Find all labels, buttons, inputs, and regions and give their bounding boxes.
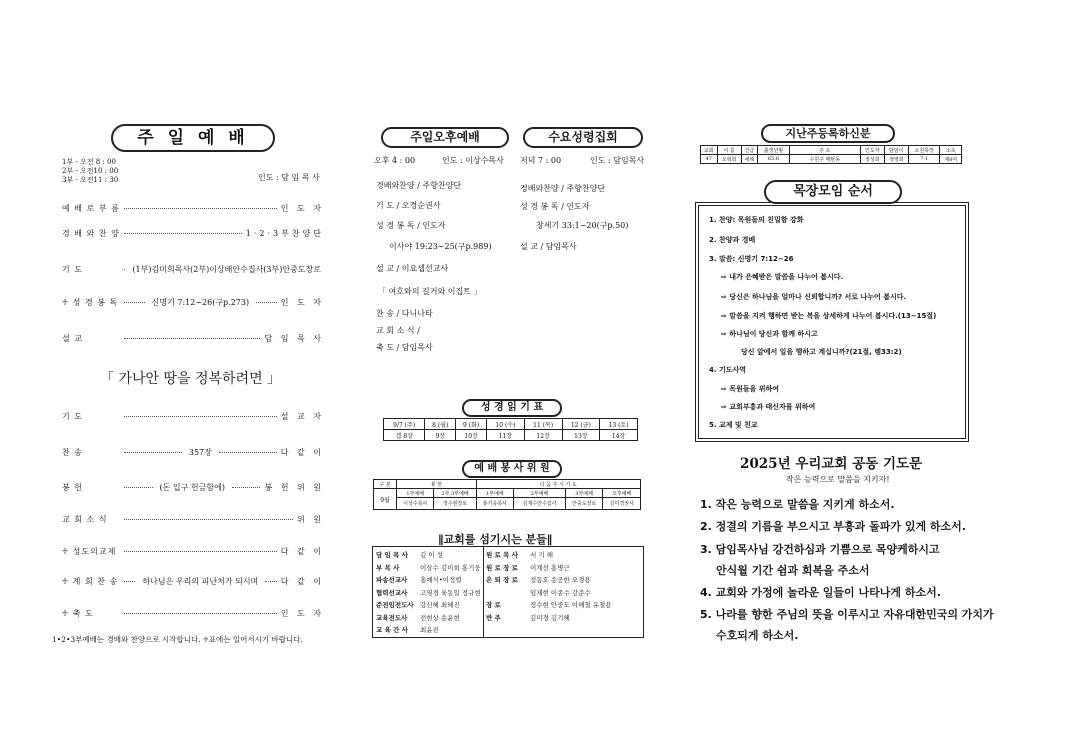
order-item [62,411,324,422]
servant-names: 김미경 김기혜 [530,613,570,622]
wednesday-line: 설 교 / 담임목사 [520,242,577,251]
last-week-row [701,155,962,164]
servant-row [486,563,570,572]
afternoon-line: 기 도 / 오경순권사 [376,201,441,210]
leader-dots [256,302,277,303]
cell-group-title: 목장모임 순서 [764,180,902,204]
order-item-person: 인 도 자 [280,204,324,213]
sunday-service-title: 주 일 예 배 [111,124,275,152]
servant-row [486,588,591,597]
order-item-person: 인 도 자 [280,298,325,307]
cell-group-item: ⇨ 목원들을 위하여 [721,385,780,393]
committee-subheader: 1부예배 [476,489,513,498]
servant-names: 이계선 홍병근 [530,563,570,572]
servant-names: 정수현 안중도 이해철 유철용 [530,601,612,609]
last-week-header: 출생년월 [758,146,790,155]
leader-dots [232,487,261,488]
wednesday-time: 저녁 7 : 00 [520,156,562,165]
afternoon-line: 축 도 / 담임목사 [376,343,433,352]
leader-dots [124,416,277,417]
servant-role: 원 로 목 사 [486,551,518,559]
cell-group-item: 당신 앞에서 일을 행하고 계십니까?(21절, 렘33:2) [741,348,902,356]
committee-name: 김재수안수집사 [514,498,566,510]
afternoon-line: 교 회 소 식 / [376,326,420,335]
last-week-header-row [701,146,962,155]
committee-name: 홍기웅목사 [476,498,513,510]
servant-names: 강신혜 최혜진 [420,601,460,609]
service-times [62,158,118,185]
order-item-person: 설 교 자 [280,412,324,421]
last-week-table [700,145,962,164]
order-item-detail: (돈 입구 헌금함에) [159,483,225,492]
reading-day: 9 (화) [456,419,487,430]
leader-dots [124,233,242,234]
last-week-cell: 정성희 [860,155,884,164]
servant-names: 정동호 송공한 오경용 [530,576,591,584]
committee-col-prayer: 다 음 주 식 기 도 [476,480,640,489]
order-item-label: 경 배 와 찬 양 [62,229,120,238]
order-item [62,297,324,308]
order-item [62,264,324,275]
order-item-label: ♱ 계 회 찬 송 [62,577,119,586]
order-item-detail: 하나님은 우리의 피난처가 되시며 [142,577,259,586]
committee-month: 9월 [374,489,397,510]
order-item [62,608,324,619]
order-item-person: 위 원 [297,515,324,524]
service-committee-table [373,479,641,510]
last-week-cell: 세례 [741,155,758,164]
order-item-label: ♱ 성도의교제 [62,547,117,556]
wednesday-line: 창세기 33:1~20(구p.50) [536,221,629,230]
servant-row [376,625,439,634]
order-item [62,333,324,344]
leader-dots [124,487,153,488]
leader-dots [124,338,260,339]
afternoon-line: 이사야 19:23~25(구p.989) [389,242,492,251]
prayer-line: 수호되게 하소서. [716,629,799,642]
order-item [62,203,324,214]
servant-role: 파송선교사 [376,576,408,584]
order-item-label: 설 교 [62,334,83,343]
last-week-header: 담임이 [884,146,908,155]
servant-row [376,600,460,609]
committee-col-category: 구 분 [374,480,397,489]
last-week-cell: 47 [701,155,718,164]
cell-group-item: ⇨ 하나님이 당신과 함께 하시고 [721,330,818,338]
leader-dots [124,551,277,552]
last-week-header: 인도자 [860,146,884,155]
bible-reading-header-row [384,419,638,430]
bible-reading-table [383,418,638,441]
last-week-header: 이 름 [717,146,741,155]
afternoon-line: 성 경 봉 독 / 인도자 [376,221,446,230]
leader-dots [219,452,277,453]
wednesday-line: 경배와찬양 / 주향찬양단 [520,184,606,193]
afternoon-service-title: 주일오후예배 [381,127,509,148]
last-week-header: 주 소 [789,146,860,155]
order-item-person: 담 임 목 사 [264,334,324,343]
servant-role: 협력선교사 [376,588,408,597]
servant-names: 이상수 김미희 홍기웅 [420,563,481,572]
committee-subheader: 오후예배 [603,489,641,498]
committee-header-row [374,480,641,489]
order-item-label: ♱ 축 도 [62,609,94,618]
leader-dots [124,452,182,453]
leader-dots [124,208,277,209]
last-week-cell: 수원구 매탄동 [789,155,860,164]
prayer-line: 안식월 기간 쉼과 회복을 주소서 [716,564,870,577]
servant-row [376,613,460,622]
cell-group-item: 4. 기도사역 [709,366,747,374]
cell-group-item: 2. 찬양과 경배 [709,236,756,244]
committee-col-offering: 봉 헌 [397,480,477,489]
servant-row [376,588,481,597]
afternoon-line: 「 여호와의 길거와 이집트 」 [378,287,482,296]
last-week-header: 신급 [741,146,758,155]
time-2: 2부 - 오전10 : 00 [62,167,119,175]
order-item-label: 기 도 [62,265,83,274]
order-item [62,576,324,587]
wednesday-leader: 인도 : 담임목사 [590,156,645,165]
servant-row [486,575,591,584]
time-3: 3부 - 오전11 : 30 [62,176,119,184]
committee-name: 안중도장로 [565,498,602,510]
servant-names: 고영경 육동일 정규현 [420,588,481,597]
servant-role: 은 퇴 장 로 [486,576,518,584]
servant-row [486,550,553,559]
reading-chapter: 13장 [562,430,600,441]
order-item-person: 다 같 이 [280,547,324,556]
order-item-person: 봉 헌 위 원 [264,483,325,492]
last-week-cell: 오혁희 [717,155,741,164]
prayer-line: 1. 작은 능력으로 말씀을 지키게 하소서. [700,498,895,511]
servant-names: 전현상 송윤현 [420,613,460,622]
cell-group-item: ⇨ 말씀을 지켜 행하면 받는 복을 상세하게 나누어 봅시다.(13~15절) [721,312,937,320]
order-item-person: 1·2·3부찬양단 [245,229,324,238]
order-item [62,447,324,458]
servant-role: 반 주 [486,613,501,622]
cell-group-box [698,205,966,439]
footnote: 1•2•3부예배는 경배와 찬양으로 시작합니다. ♱표에는 일어서시기 바랍니다. [52,635,303,644]
reading-chapter: 12장 [524,430,562,441]
reading-day: 8 (월) [425,419,456,430]
cell-group-item: 1. 찬양: 목원들의 친밀함 강화 [709,216,804,224]
bible-reading-value-row [384,430,638,441]
leader-dots [265,581,276,582]
last-week-header: 소속 [940,146,962,155]
cell-group-item: ⇨ 당신은 하나님을 얼마나 신뢰합니까? 서로 나누어 봅시다. [721,293,907,301]
servant-role: 장 로 [486,601,501,609]
order-item-detail: 357장 [188,448,212,457]
leader-dots [124,269,125,270]
reading-chapter: 9장 [425,430,456,441]
servant-row [486,600,612,609]
order-item [62,482,324,493]
cell-group-item: ⇨ 교회부흥과 태신자를 위하여 [721,403,816,411]
reading-chapter: 11장 [487,430,525,441]
leader-dots [124,302,145,303]
order-item-label: ♱ 성 경 봉 독 [62,298,119,307]
leader-dots [124,581,135,582]
committee-name: 김미경권사 [603,498,641,510]
order-item [62,228,324,239]
order-item-label: 찬 송 [62,448,83,457]
time-1: 1부 - 오전 8 : 00 [62,158,116,166]
servant-names: 홍예식•이정렬 [420,576,462,584]
reading-chapter: 겔 8장 [384,430,425,441]
afternoon-line: 찬 송 / 다니나타 [376,309,433,318]
afternoon-line: 설 교 / 이요셉선교사 [376,264,449,273]
last-week-cell: 65.6 [758,155,790,164]
reading-day: 9/7 (주) [384,419,425,430]
servant-names: 서 기 해 [530,551,553,559]
committee-subheader: 2부,3부예배 [434,489,476,498]
leader-dots [124,613,277,614]
prayer-line: 5. 나라를 향한 주님의 뜻을 이루시고 자유대한민국의 가치가 [700,608,994,621]
servants-divider [483,547,484,637]
servant-row [376,550,443,559]
last-week-header: 교회 [701,146,718,155]
reading-chapter: 10장 [456,430,487,441]
order-item [62,514,324,525]
order-item-label: 교 회 소 식 [62,515,108,524]
order-item-detail: 신명기 7:12~26(구p.273) [151,298,250,307]
prayer-line: 3. 담임목사님 강건하심과 기쁨으로 목양케하시고 [700,543,940,556]
cell-group-item: 3. 말씀: 신명기 7:12~26 [709,255,794,263]
order-item-person: 다 같 이 [280,448,324,457]
leader-dots [124,519,293,520]
servant-names: 임재현 이종수 강준수 [530,588,591,597]
reading-day: 11 (목) [524,419,562,430]
cell-group-item: ⇨ 내가 은혜받은 말씀을 나누어 봅시다. [721,273,844,281]
committee-subheader: 1부예배 [397,489,434,498]
servant-row [376,575,462,584]
wednesday-service-title: 수요성령집회 [523,127,643,148]
servant-row [376,563,481,572]
order-item-label: 예 배 로 부 름 [62,204,120,213]
servants-box [372,546,644,638]
servant-row [486,613,570,622]
wednesday-line: 성 경 봉 독 / 인도자 [520,202,590,211]
committee-subheader: 3부예배 [565,489,602,498]
servant-names: 김 이 성 [420,551,443,559]
sunday-leader: 인도 : 담 임 목 사 [258,173,320,182]
order-item-detail: (1부)김미희목사(2부)이상배안수집사(3부)안중도장로 [132,265,321,274]
reading-day: 10 (수) [487,419,525,430]
sermon-title: 「 가나안 땅을 정복하려면 」 [100,371,282,387]
order-item-person: 인 도 자 [280,609,324,618]
afternoon-time: 오후 4 : 00 [374,156,416,165]
bible-reading-title: 성 경 읽 기 표 [462,399,562,417]
order-item-person: 다 같 이 [280,577,325,586]
last-week-cell: 정영희 [884,155,908,164]
reading-chapter: 14장 [600,430,638,441]
prayer-line: 2. 정결의 기름을 부으시고 부흥과 돌파가 있게 하소서. [700,520,966,533]
last-week-header: 소원목장 [908,146,940,155]
last-week-title: 지난주등록하신분 [761,124,895,143]
servant-names: 최윤진 [420,626,439,634]
committee-name: 이상수목사 [397,498,434,510]
order-item-label: 기 도 [62,412,83,421]
committee-subheader: 2부예배 [514,489,566,498]
servants-title: ∥교회를 섬기시는 분들∥ [438,533,553,546]
servant-role: 담 임 목 사 [376,551,408,559]
order-item-label: 봉 헌 [62,483,83,492]
servant-role: 준전임전도사 [376,601,414,609]
prayer-line: 4. 교회와 가정에 놀라운 일들이 나타나게 하소서. [700,586,941,599]
committee-subheader-row [374,489,641,498]
order-item [62,546,324,557]
servant-role: 교육전도사 [376,613,408,622]
afternoon-line: 경배와찬양 / 주향찬양단 [376,181,462,190]
committee-names-row [374,498,641,510]
reading-day: 12 (금) [562,419,600,430]
servant-role: 부 목 사 [376,563,400,572]
afternoon-leader: 인도 : 이상수목사 [442,156,504,165]
servant-role: 원 로 장 로 [486,563,518,572]
committee-name: 정수현장로 [434,498,476,510]
last-week-cell: 제8여 [940,155,962,164]
reading-day: 13 (토) [600,419,638,430]
last-week-cell: 7-1 [908,155,940,164]
servant-role: 교 육 간 사 [376,626,408,634]
cell-group-item: 5. 교제 및 친교 [709,421,758,429]
prayer-title: 2025년 우리교회 공동 기도문 [740,456,923,472]
service-committee-title: 예 배 봉 사 위 원 [462,460,562,478]
prayer-subtitle: 작은 능력으로 말씀을 지키자! [786,475,890,484]
